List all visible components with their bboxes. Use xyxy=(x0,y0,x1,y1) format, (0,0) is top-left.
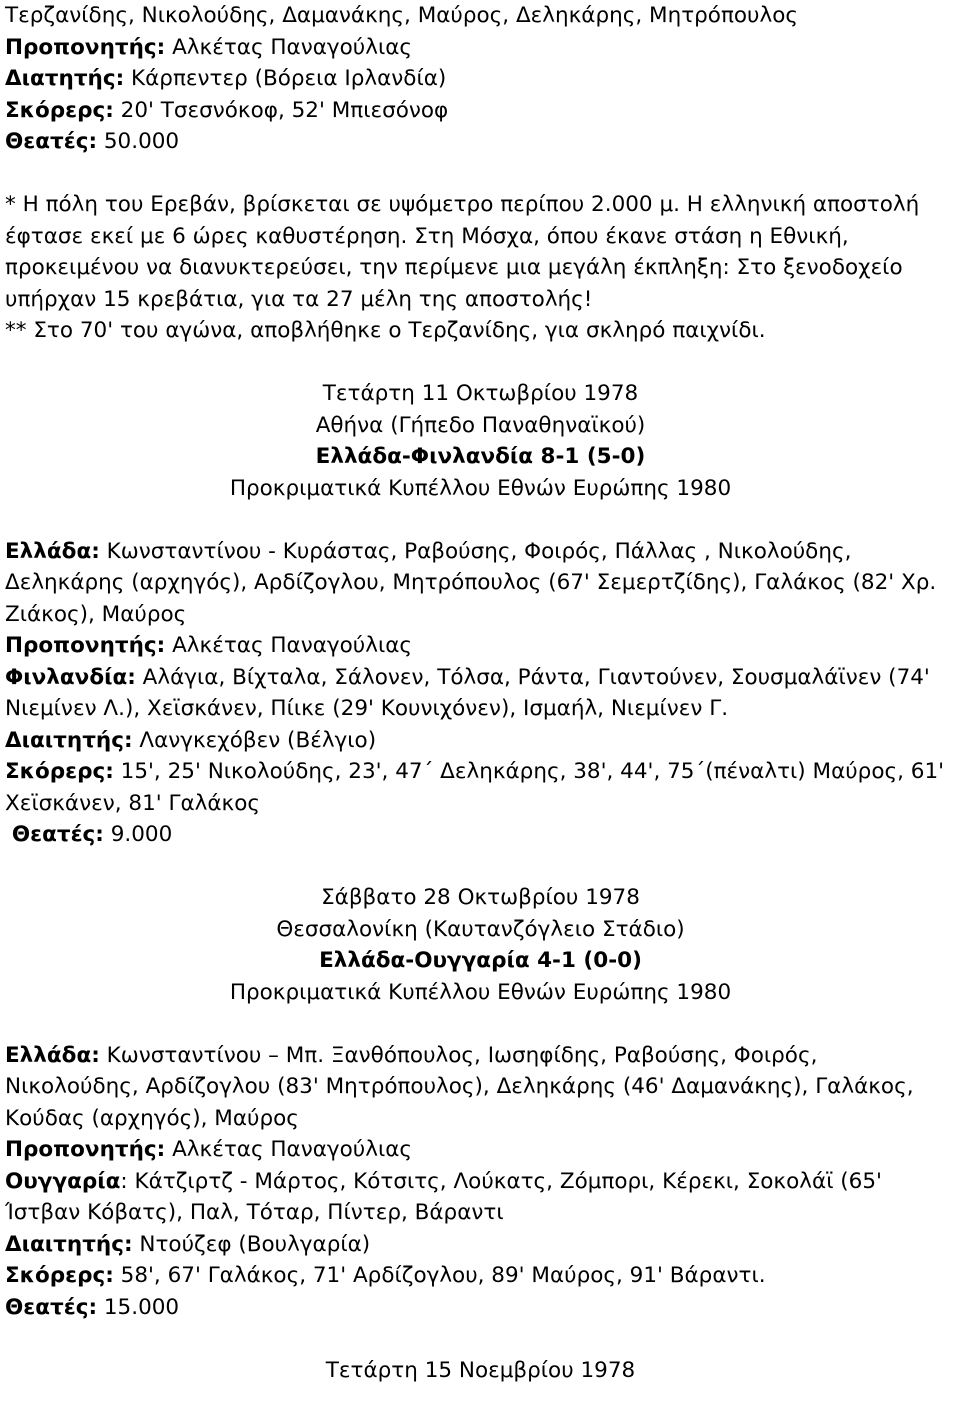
greece-lineup xyxy=(5,536,956,631)
match-next xyxy=(5,1355,956,1387)
coach-value: Αλκέτας Παναγούλιας xyxy=(165,34,413,60)
match-result-text: Ελλάδα-Φινλανδία 8-1 (5-0) xyxy=(315,444,646,469)
coach-label: Προπονητής: xyxy=(5,633,166,658)
match-competition: Προκριματικά Κυπέλλου Εθνών Ευρώπης 1980 xyxy=(229,979,732,1005)
spacer xyxy=(5,347,956,379)
coach-label: Προπονητής: xyxy=(5,34,166,60)
scorers-value: 20' Τσεσνόκοφ, 52' Μπιεσόνοφ xyxy=(113,97,449,123)
referee-line xyxy=(5,725,956,757)
opponent-label: Φινλανδία: xyxy=(5,664,136,690)
opponent-players: Αλάγια, Βίχταλα, Σάλονεν, Τόλσα, Ράντα, Γιαντούνεν, Σουσμαλάϊνεν (74' Νιεμίνεν Λ.), Χεϊσκάνεν, Πίικε (29' Κουνιχόνεν), Ισμαήλ, Νιεμίνεν Γ. xyxy=(5,664,930,721)
coach-value: Αλκέτας Παναγούλιας xyxy=(165,1137,413,1162)
spectators-label: Θεατές: xyxy=(5,1294,98,1320)
match-date: Τετάρτη 15 Νοεμβρίου 1978 xyxy=(325,1357,636,1383)
coach-line xyxy=(5,1134,956,1166)
match-greece-finland xyxy=(5,378,956,851)
referee-line xyxy=(5,63,956,95)
spacer xyxy=(5,504,956,536)
match-competition: Προκριματικά Κυπέλλου Εθνών Ευρώπης 1980 xyxy=(229,475,732,501)
opponent-label: Ουγγαρία xyxy=(5,1168,121,1194)
referee-value: Ντούζεφ (Βουλγαρία) xyxy=(132,1231,371,1257)
greece-lineup xyxy=(5,1040,956,1135)
coach-value: Αλκέτας Παναγούλιας xyxy=(165,633,413,658)
scorers-line xyxy=(5,95,956,127)
greece-players: Κωνσταντίνου – Μπ. Ξανθόπουλος, Ιωσηφίδης, Ραβούσης, Φοιρός, Νικολούδης, Αρδίζογλου (83' Μητρόπουλος), Δεληκάρης (46' Δαμανάκης), Γαλάκος, Κούδας (αρχηγός), Μαύρος xyxy=(5,1042,914,1131)
scorers-label: Σκόρερς: xyxy=(5,97,114,123)
spectators-label: Θεατές: xyxy=(11,822,104,847)
referee-line xyxy=(5,1229,956,1261)
spectators-label: Θεατές: xyxy=(5,129,98,154)
scorers-line xyxy=(5,756,956,819)
spacer xyxy=(5,851,956,883)
opponent-players: : Κάτζιρτζ - Μάρτος, Κότσιτς, Λούκατς, Ζόμπορι, Κέρεκι, Σοκολάϊ (65' Ίστβαν Κόβατς), Παλ, Τόταρ, Πίντερ, Βάραντι xyxy=(5,1168,882,1225)
match-venue: Αθήνα (Γήπεδο Παναθηναϊκού) xyxy=(315,412,646,438)
referee-value: Λανγκεχόβεν (Βέλγιο) xyxy=(132,727,377,753)
lineup-tail: Τερζανίδης, Νικολούδης, Δαμανάκης, Μαύρος, Δεληκάρης, Μητρόπουλος xyxy=(5,3,798,28)
greece-label: Ελλάδα: xyxy=(5,1042,100,1068)
coach-line xyxy=(5,32,956,64)
spectators-value: 9.000 xyxy=(103,822,173,847)
note-altitude: * Η πόλη του Ερεβάν, βρίσκεται σε υψόμετρο περίπου 2.000 μ. Η ελληνική αποστολή έφτασε εκεί με 6 ώρες καθυστέρηση. Στη Μόσχα, όπου έκανε στάση η Εθνική, προκειμένου να διανυκτερεύσει, την περίμενε μια μεγάλη έκπληξη: Στο ξενοδοχείο υπήρχαν 15 κρεβάτια, για τα 27 μέλη της αποστολής! xyxy=(5,192,920,312)
match-result xyxy=(5,441,956,473)
greece-players: Κωνσταντίνου - Κυράστας, Ραβούσης, Φοιρός, Πάλλας , Νικολούδης, Δεληκάρης (αρχηγός), Αρδίζογλου, Μητρόπουλος (67' Σεμερτζίδης), Γαλάκος (82' Χρ. Ζιάκος), Μαύρος xyxy=(5,538,937,627)
scorers-label: Σκόρερς: xyxy=(5,759,114,784)
spectators-value: 50.000 xyxy=(97,129,180,154)
referee-label: Διατητής: xyxy=(5,66,125,91)
scorers-value: 15', 25' Νικολούδης, 23', 47΄ Δεληκάρης, 38', 44', 75΄(πέναλτι) Μαύρος, 61' Χεϊσκάνεν, 81' Γαλάκος xyxy=(5,759,945,816)
spacer xyxy=(5,158,956,190)
opponent-lineup xyxy=(5,1166,956,1229)
spectators-line xyxy=(5,1292,956,1324)
spectators-line xyxy=(5,819,956,851)
referee-label: Διαιτητής: xyxy=(5,727,133,753)
opponent-lineup xyxy=(5,662,956,725)
spectators-line xyxy=(5,126,956,158)
match-venue: Θεσσαλονίκη (Καυτανζόγλειο Στάδιο) xyxy=(276,916,685,942)
match-result-text: Ελλάδα-Ουγγαρία 4-1 (0-0) xyxy=(319,948,642,973)
referee-value: Κάρπεντερ (Βόρεια Ιρλανδία) xyxy=(124,66,447,91)
spectators-value: 15.000 xyxy=(97,1294,180,1320)
match-date: Σάββατο 28 Οκτωβρίου 1978 xyxy=(321,885,640,910)
previous-match-tail xyxy=(5,0,956,347)
scorers-line xyxy=(5,1260,956,1292)
referee-label: Διαιτητής: xyxy=(5,1231,133,1257)
scorers-label: Σκόρερς: xyxy=(5,1263,114,1288)
spacer xyxy=(5,1008,956,1040)
match-date: Τετάρτη 11 Οκτωβρίου 1978 xyxy=(322,381,639,406)
match-result xyxy=(5,945,956,977)
match-greece-hungary xyxy=(5,882,956,1323)
scorers-value: 58', 67' Γαλάκος, 71' Αρδίζογλου, 89' Μαύρος, 91' Βάραντι. xyxy=(113,1263,766,1288)
spacer xyxy=(5,1323,956,1355)
greece-label: Ελλάδα: xyxy=(5,538,100,564)
coach-line xyxy=(5,630,956,662)
note-red-card: ** Στο 70' του αγώνα, αποβλήθηκε ο Τερζανίδης, για σκληρό παιχνίδι. xyxy=(5,318,766,343)
coach-label: Προπονητής: xyxy=(5,1137,166,1162)
